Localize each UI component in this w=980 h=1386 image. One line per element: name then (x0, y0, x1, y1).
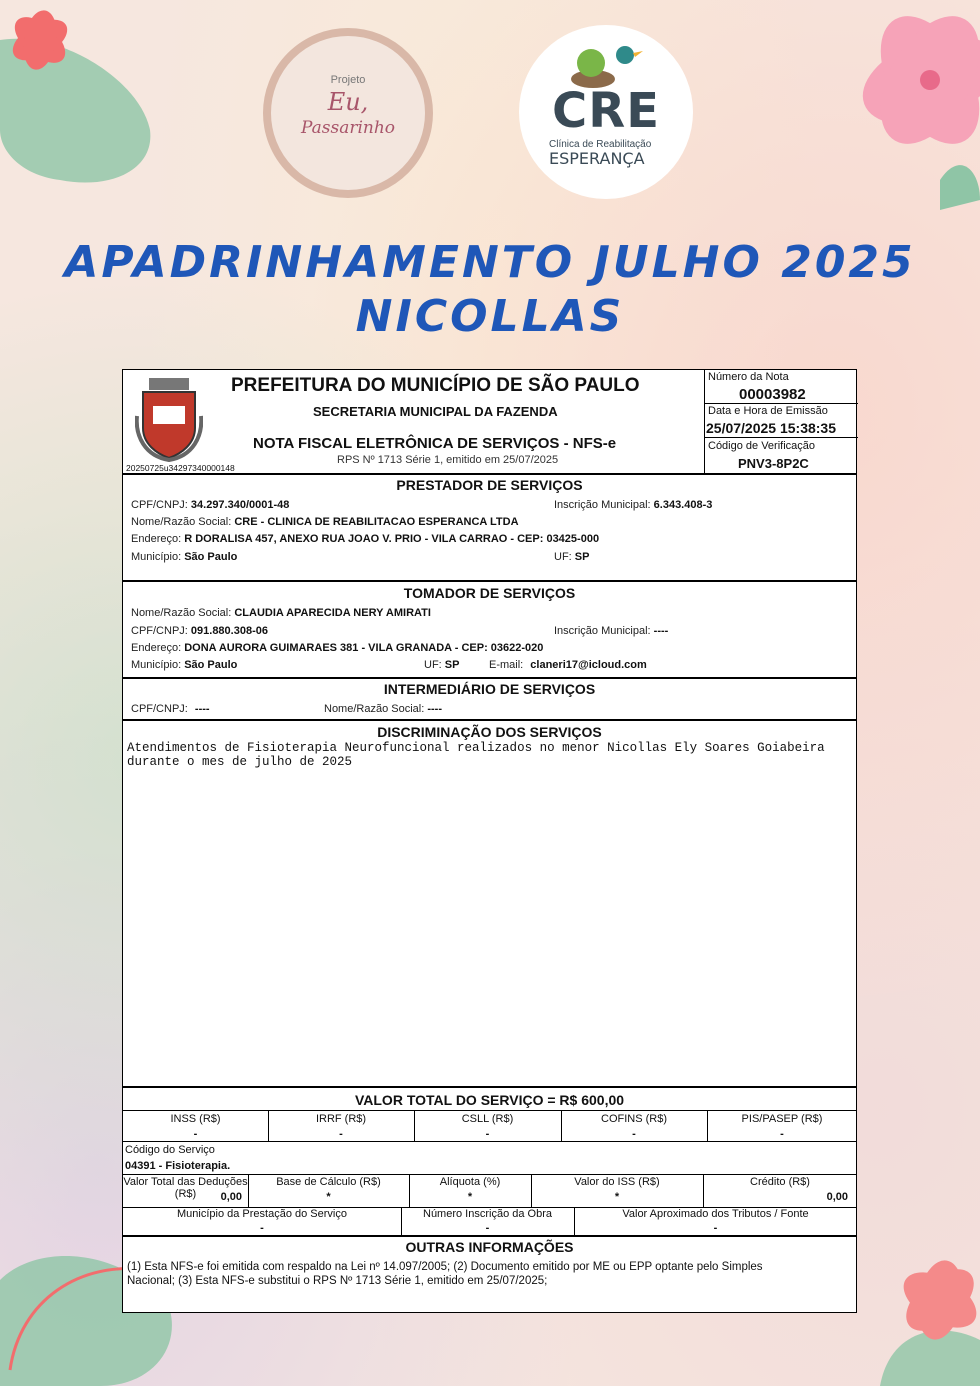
data-emissao-label: Data e Hora de Emissão (708, 405, 828, 417)
prestador-uf: SP (574, 551, 590, 563)
intermediario-nome-label: Nome/Razão Social: (324, 703, 425, 715)
pis-pasep-label: PIS/PASEP (R$) (741, 1113, 823, 1125)
csll-value: - (485, 1128, 490, 1140)
tomador-nome-label: Nome/Razão Social: (131, 607, 232, 619)
codigo-verificacao: PNV3-8P2C (738, 456, 809, 471)
outras-informacoes-line2: Nacional; (3) Esta NFS-e substitui o RPS Nº 1713 Série 1, emitido em 25/07/2025; (127, 1275, 548, 1287)
tomador-email-label: E-mail: (489, 659, 524, 671)
tomador-im-label: Inscrição Municipal: (554, 625, 651, 637)
base-calculo-value: * (326, 1191, 331, 1203)
irrf-label: IRRF (R$) (315, 1113, 367, 1125)
valor-total-servico: VALOR TOTAL DO SERVIÇO = R$ 600,00 (354, 1092, 625, 1108)
inscricao-obra-label: Número Inscrição da Obra (423, 1208, 552, 1220)
codigo-verificacao-label: Código de Verificação (708, 440, 816, 452)
tomador-section-title: TOMADOR DE SERVIÇOS (403, 585, 576, 601)
prestador-cpf: 34.297.340/0001-48 (190, 499, 290, 511)
cre-brand-text: CRE (552, 83, 660, 139)
discriminacao-section-title: DISCRIMINAÇÃO DOS SERVIÇOS (377, 724, 602, 740)
page-title-line2: NICOLLAS (355, 291, 625, 342)
nfse-doc-type: NOTA FISCAL ELETRÔNICA DE SERVIÇOS - NFS-e (253, 435, 617, 452)
tributos-label: Valor Aproximado dos Tributos / Fonte (622, 1208, 809, 1220)
prestador-endereco: R DORALISA 457, ANEXO RUA JOAO V. PRIO - VILA CARRAO - CEP: 03425-000 (184, 533, 600, 545)
cofins-value: - (632, 1128, 636, 1140)
tomador-cpf: 091.880.308-06 (190, 625, 268, 637)
prestador-endereco-label: Endereço: (131, 533, 182, 545)
deducoes-value: 0,00 (220, 1191, 242, 1203)
intermediario-nome: ---- (427, 703, 442, 715)
prestador-municipio: São Paulo (184, 551, 238, 563)
prestador-im-label: Inscrição Municipal: (554, 499, 651, 511)
municipio-prestacao-value: - (260, 1222, 264, 1234)
tomador-uf-label: UF: (424, 659, 442, 671)
logo-eu-text: Eu, (327, 88, 369, 116)
flower-bottom-right-decoration (860, 1240, 980, 1386)
prestador-municipio-label: Município: (131, 551, 182, 563)
deducoes-label: Valor Total das Deduções (R$) (123, 1176, 248, 1200)
prestador-im: 6.343.408-3 (653, 499, 713, 511)
discriminacao-line1: Atendimentos de Fisioterapia Neurofuncional realizados no menor Nicollas Ely Soares Goiabeira (127, 741, 825, 755)
discriminacao-line2: durante o mes de julho de 2025 (127, 755, 353, 769)
inscricao-obra-value: - (485, 1222, 490, 1234)
prestador-section-title: PRESTADOR DE SERVIÇOS (396, 477, 583, 493)
prestador-nome: CRE - CLINICA DE REABILITACAO ESPERANCA LTDA (234, 516, 519, 528)
cre-logo (519, 25, 693, 199)
flower-top-right-decoration (810, 0, 980, 210)
base-calculo-label: Base de Cálculo (R$) (276, 1176, 381, 1188)
flower-top-left-decoration (0, 0, 160, 190)
tomador-cpf-label: CPF/CNPJ: (131, 625, 188, 637)
inss-label: INSS (R$) (170, 1113, 221, 1125)
tomador-im: ---- (653, 625, 669, 637)
cre-subtitle-line1: Clínica de Reabilitação (549, 139, 652, 150)
page-title-line1: APADRINHAMENTO JULHO 2025 (64, 237, 916, 288)
rps-info: RPS Nº 1713 Série 1, emitido em 25/07/2025 (337, 454, 559, 466)
aliquota-value: * (467, 1191, 473, 1203)
outras-informacoes-line1: (1) Esta NFS-e foi emitida com respaldo na Lei nº 14.097/2005; (2) Documento emitido por ME ou EPP optante pelo Simples (127, 1261, 763, 1273)
tomador-municipio: São Paulo (184, 659, 238, 671)
inss-value: - (193, 1128, 198, 1140)
aliquota-label: Alíquota (%) (439, 1176, 501, 1188)
municipio-prestacao-label: Município da Prestação do Serviço (177, 1208, 347, 1220)
cofins-label: COFINS (R$) (601, 1113, 667, 1125)
intermediario-cpf: ---- (194, 703, 210, 715)
tomador-endereco: DONA AURORA GUIMARAES 381 - VILA GRANADA - CEP: 03622-020 (184, 642, 544, 654)
sao-paulo-coat-of-arms-icon (135, 376, 203, 462)
irrf-value: - (339, 1128, 343, 1140)
codigo-servico-label: Código do Serviço (125, 1144, 215, 1156)
tomador-endereco-label: Endereço: (131, 642, 182, 654)
outras-informacoes-title: OUTRAS INFORMAÇÕES (405, 1239, 574, 1255)
numero-label: Número da Nota (708, 371, 789, 383)
cre-subtitle-line2: ESPERANÇA (549, 149, 645, 168)
logo-projeto-text: Projeto (330, 74, 366, 86)
tomador-uf: SP (444, 659, 460, 671)
nfse-document (122, 369, 857, 1313)
tomador-email: claneri17@icloud.com (530, 659, 647, 671)
data-emissao: 25/07/2025 15:38:35 (706, 420, 836, 436)
bird-nest-icon (561, 39, 651, 89)
valor-iss-label: Valor do ISS (R$) (574, 1176, 660, 1188)
csll-label: CSLL (R$) (461, 1113, 514, 1125)
codigo-servico: 04391 - Fisioterapia. (125, 1160, 231, 1172)
valor-iss-value: * (614, 1191, 620, 1203)
prefeitura-heading: PREFEITURA DO MUNICÍPIO DE SÃO PAULO (231, 375, 640, 396)
tomador-municipio-label: Município: (131, 659, 182, 671)
intermediario-section-title: INTERMEDIÁRIO DE SERVIÇOS (383, 681, 596, 697)
intermediario-cpf-label: CPF/CNPJ: (131, 703, 188, 715)
tomador-nome: CLAUDIA APARECIDA NERY AMIRATI (234, 607, 431, 619)
pis-pasep-value: - (780, 1128, 784, 1140)
eu-passarinho-logo (263, 28, 433, 198)
credito-value: 0,00 (826, 1191, 848, 1203)
barcode-number: 20250725u34297340000148 (126, 463, 235, 473)
prestador-uf-label: UF: (554, 551, 572, 563)
numero-nota: 00003982 (739, 386, 806, 403)
prestador-nome-label: Nome/Razão Social: (131, 516, 232, 528)
logo-passarinho-text: Passarinho (300, 118, 396, 138)
tributos-value: - (713, 1222, 718, 1234)
secretaria-heading: SECRETARIA MUNICIPAL DA FAZENDA (313, 404, 558, 419)
prestador-cpf-label: CPF/CNPJ: (131, 499, 188, 511)
credito-label: Crédito (R$) (750, 1176, 810, 1188)
